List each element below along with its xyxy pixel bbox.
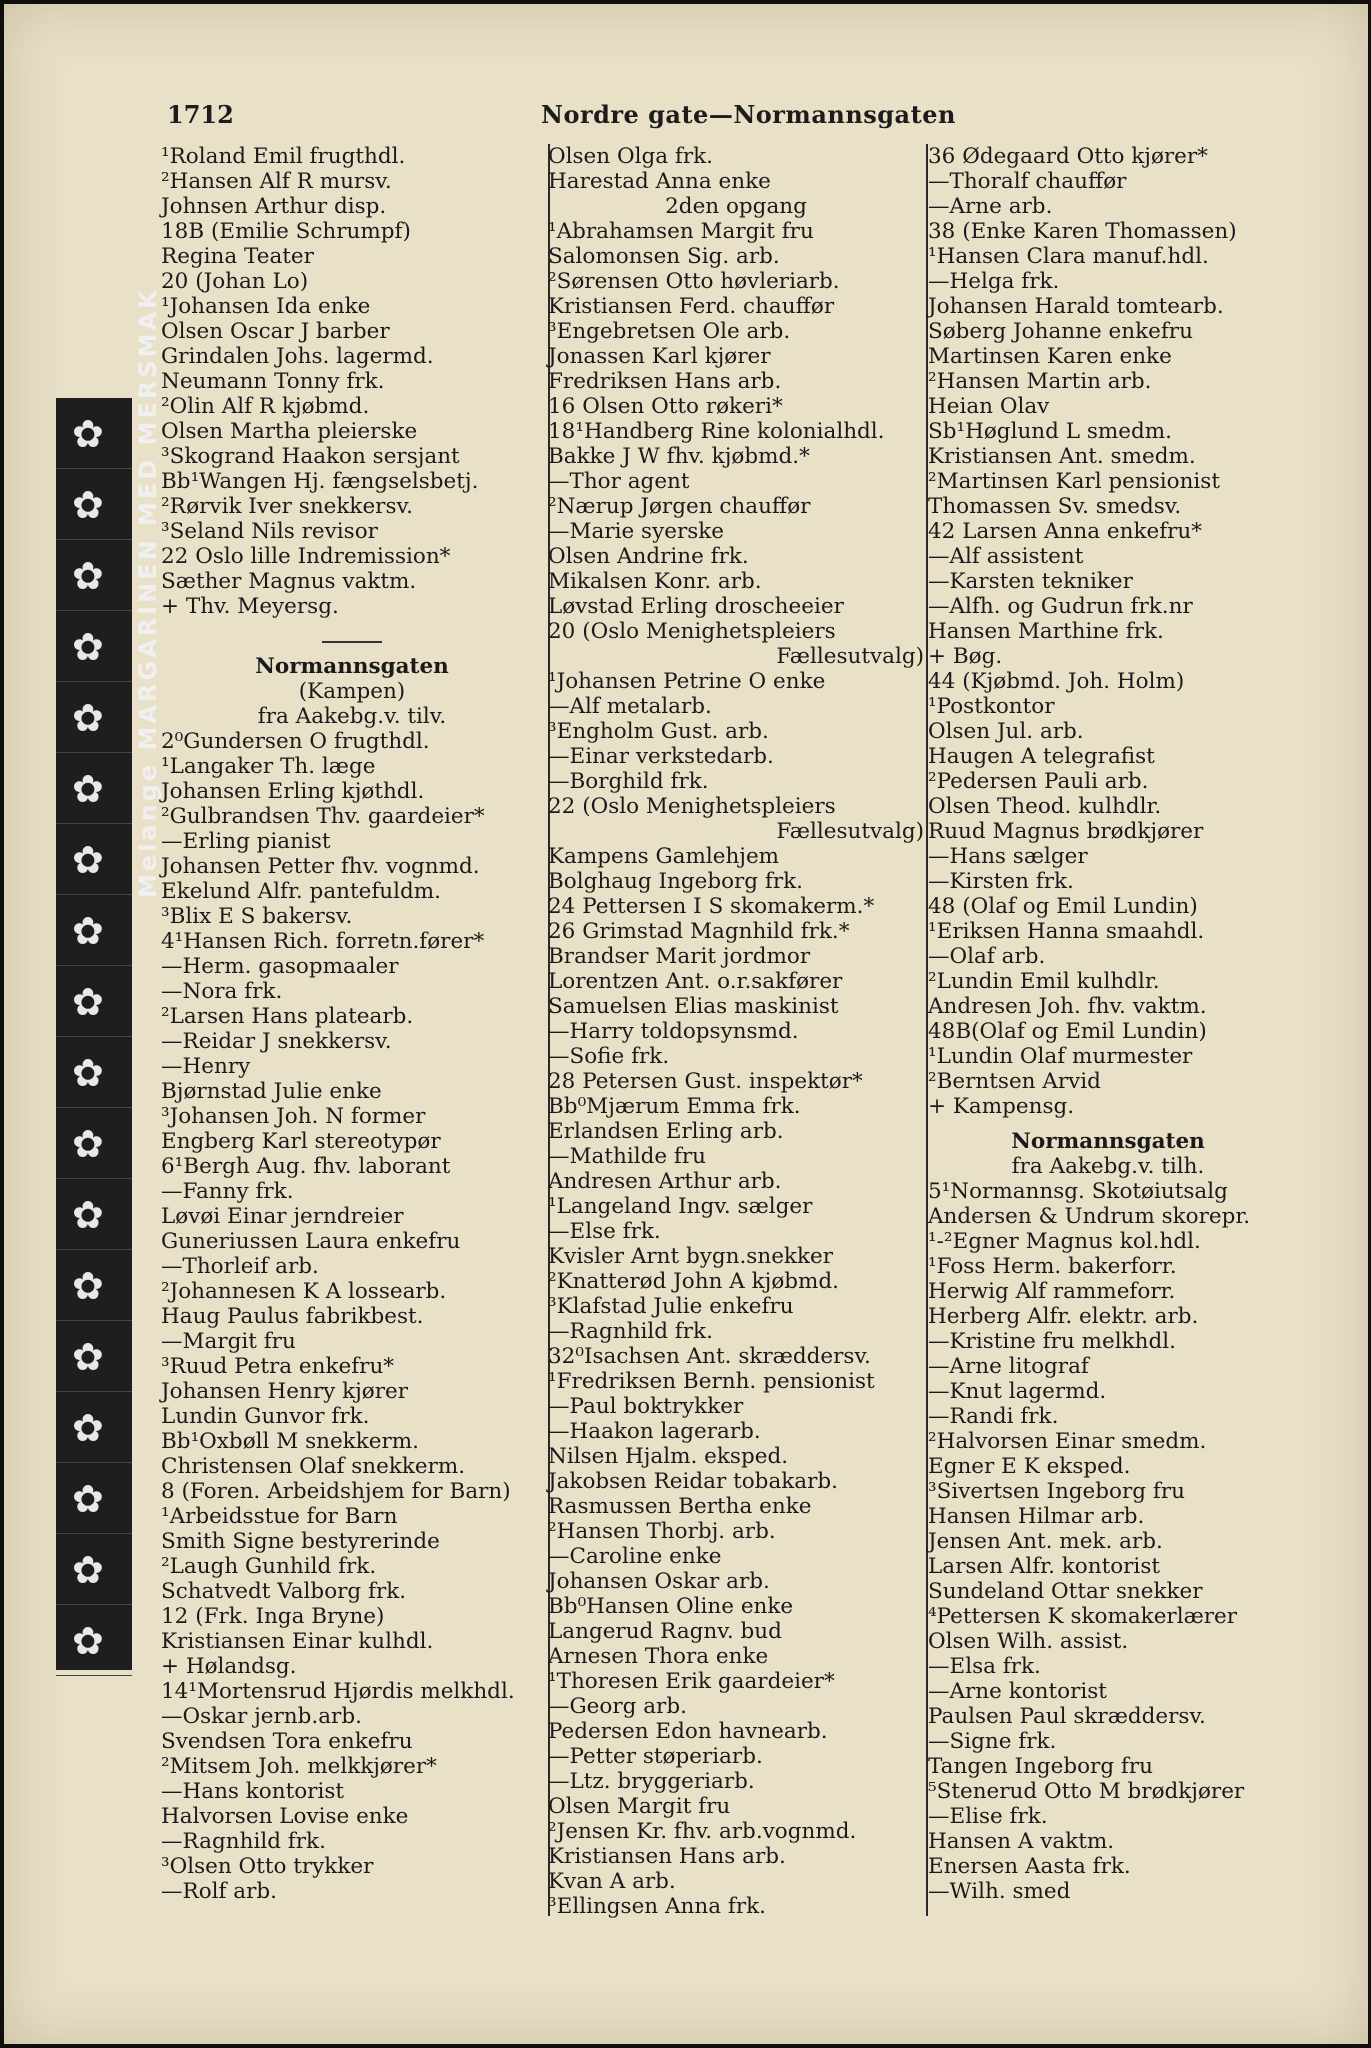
- directory-entry: 14¹Mortensrud Hjørdis melkhdl.: [161, 1679, 515, 1704]
- ad-tile: [56, 1534, 132, 1605]
- directory-entry: Neumann Tonny frk.: [161, 369, 385, 394]
- directory-entry: ¹Eriksen Hanna smaahdl.: [928, 919, 1205, 944]
- directory-entry: —Marie syerske: [548, 519, 725, 544]
- directory-entry: Heian Olav: [928, 394, 1050, 419]
- directory-entry: 32⁰Isachsen Ant. skræddersv.: [548, 1344, 871, 1369]
- directory-entry: fra Aakebg.v. tilv.: [257, 704, 447, 729]
- directory-entry: Salomonsen Sig. arb.: [548, 244, 780, 269]
- flower-icon: ✿: [72, 1477, 104, 1521]
- directory-entry: Hansen Hilmar arb.: [928, 1504, 1145, 1529]
- flower-icon: ✿: [72, 909, 104, 953]
- ad-tile: [56, 824, 132, 895]
- directory-entry: 4¹Hansen Rich. forretn.fører*: [161, 929, 485, 954]
- directory-entry: + Kampensg.: [928, 1094, 1075, 1119]
- directory-entry: 18¹Handberg Rine kolonialhdl.: [548, 419, 885, 444]
- directory-entry: —Hans kontorist: [161, 1779, 345, 1804]
- ad-tile: [56, 540, 132, 611]
- flower-icon: ✿: [72, 838, 104, 882]
- directory-entry: ²Berntsen Arvid: [928, 1069, 1101, 1094]
- directory-entry: ³Olsen Otto trykker: [161, 1854, 374, 1879]
- directory-entry: Regina Teater: [161, 244, 314, 269]
- directory-entry: ¹Fredriksen Bernh. pensionist: [548, 1369, 875, 1394]
- flower-icon: ✿: [72, 1335, 104, 1379]
- directory-entry: Arnesen Thora enke: [548, 1644, 769, 1669]
- ad-tile-strip: [56, 398, 132, 1676]
- directory-entry: ¹Johansen Petrine O enke: [548, 669, 826, 694]
- directory-entry: Lorentzen Ant. o.r.sakfører: [548, 969, 843, 994]
- directory-entry: Brandser Marit jordmor: [548, 944, 811, 969]
- directory-entry: Rasmussen Bertha enke: [548, 1494, 812, 1519]
- directory-entry: —Oskar jernb.arb.: [161, 1704, 362, 1729]
- directory-entry: Hansen Marthine frk.: [928, 619, 1164, 644]
- directory-entry: Harestad Anna enke: [548, 169, 771, 194]
- directory-entry: 48B(Olaf og Emil Lundin): [928, 1019, 1207, 1044]
- directory-entry: ¹Johansen Ida enke: [161, 294, 371, 319]
- directory-entry: Johnsen Arthur disp.: [161, 194, 387, 219]
- ad-tile: [56, 966, 132, 1037]
- flower-icon: ✿: [72, 625, 104, 669]
- directory-entry: ²Nærup Jørgen chauffør: [548, 494, 811, 519]
- ad-tile: [56, 753, 132, 824]
- directory-entry: Bolghaug Ingeborg frk.: [548, 869, 803, 894]
- ad-tile: [56, 895, 132, 966]
- directory-entry: Grindalen Johs. lagermd.: [161, 344, 434, 369]
- directory-entry: ³Seland Nils revisor: [161, 519, 378, 544]
- directory-entry: Olsen Andrine frk.: [548, 544, 749, 569]
- directory-entry: ¹-²Egner Magnus kol.hdl.: [928, 1229, 1201, 1254]
- directory-entry: ¹Arbeidsstue for Barn: [161, 1504, 398, 1529]
- directory-entry: ³Blix E S bakersv.: [161, 904, 353, 929]
- directory-entry: Olsen Margit fru: [548, 1794, 731, 1819]
- directory-entry: Kristiansen Ferd. chauffør: [548, 294, 835, 319]
- directory-entry: ²Hansen Alf R mursv.: [161, 169, 392, 194]
- directory-entry: —Harry toldopsynsmd.: [548, 1019, 799, 1044]
- directory-entry: —Hans sælger: [928, 844, 1088, 869]
- directory-entry: ²Halvorsen Einar smedm.: [928, 1429, 1207, 1454]
- flower-icon: ✿: [72, 554, 104, 598]
- directory-entry: —Arne litograf: [928, 1354, 1089, 1379]
- directory-entry: —Alf assistent: [928, 544, 1084, 569]
- directory-entry: —Rolf arb.: [161, 1879, 277, 1904]
- directory-entry: —Thoralf chauffør: [928, 169, 1127, 194]
- directory-entry: —Reidar J snekkersv.: [161, 1029, 392, 1054]
- directory-entry: —Caroline enke: [548, 1544, 722, 1569]
- directory-entry: ²Lundin Emil kulhdlr.: [928, 969, 1160, 994]
- directory-entry: ²Jensen Kr. fhv. arb.vognmd.: [548, 1819, 857, 1844]
- directory-entry: Andersen & Undrum skorepr.: [928, 1204, 1251, 1229]
- directory-entry: + Thv. Meyersg.: [161, 594, 339, 619]
- directory-entry: Johansen Petter fhv. vognmd.: [161, 854, 480, 879]
- directory-entry: ¹Abrahamsen Margit fru: [548, 219, 814, 244]
- directory-entry: ³Skogrand Haakon sersjant: [161, 444, 460, 469]
- ad-tile: [56, 611, 132, 682]
- directory-entry: Andresen Arthur arb.: [548, 1169, 782, 1194]
- spacer: [928, 1119, 1288, 1129]
- directory-entry: —Kristine fru melkhdl.: [928, 1329, 1176, 1354]
- directory-entry: ²Knatterød John A kjøbmd.: [548, 1269, 840, 1294]
- directory-entry: —Arne arb.: [928, 194, 1053, 219]
- directory-entry: ³Ellingsen Anna frk.: [548, 1894, 766, 1919]
- directory-entry: Kristiansen Einar kulhdl.: [161, 1629, 434, 1654]
- directory-entry: 36 Ødegaard Otto kjører*: [928, 144, 1208, 169]
- directory-entry: Haug Paulus fabrikbest.: [161, 1304, 424, 1329]
- directory-entry: Thomassen Sv. smedsv.: [928, 494, 1182, 519]
- spacer: [161, 619, 543, 629]
- directory-entry: 8 (Foren. Arbeidshjem for Barn): [161, 1479, 511, 1504]
- directory-entry: Normannsgaten: [1011, 1129, 1205, 1154]
- directory-entry: ³Engholm Gust. arb.: [548, 719, 769, 744]
- directory-entry: Olsen Olga frk.: [548, 144, 713, 169]
- directory-entry: Fællesutvalg): [776, 644, 924, 669]
- directory-entry: ²Rørvik Iver snekkersv.: [161, 494, 413, 519]
- directory-entry: Christensen Olaf snekkerm.: [161, 1454, 466, 1479]
- directory-entry: 26 Grimstad Magnhild frk.*: [548, 919, 850, 944]
- directory-entry: ³Johansen Joh. N former: [161, 1104, 426, 1129]
- directory-entry: —Elsa frk.: [928, 1654, 1041, 1679]
- directory-entry: —Helga frk.: [928, 269, 1060, 294]
- ad-tile: [56, 1108, 132, 1179]
- directory-column-1: [161, 144, 543, 1904]
- directory-entry: ¹Postkontor: [928, 694, 1055, 719]
- directory-entry: Andresen Joh. fhv. vaktm.: [928, 994, 1207, 1019]
- directory-entry: 12 (Frk. Inga Bryne): [161, 1604, 385, 1629]
- directory-entry: Johansen Erling kjøthdl.: [161, 779, 425, 804]
- directory-entry: —Else frk.: [548, 1219, 661, 1244]
- directory-entry: Pedersen Edon havnearb.: [548, 1719, 828, 1744]
- directory-entry: Kvisler Arnt bygn.snekker: [548, 1244, 833, 1269]
- directory-entry: 22 Oslo lille Indremission*: [161, 544, 451, 569]
- directory-entry: + Bøg.: [928, 644, 1003, 669]
- directory-entry: —Paul boktrykker: [548, 1394, 744, 1419]
- directory-entry: —Borghild frk.: [548, 769, 709, 794]
- directory-entry: —Herm. gasopmaaler: [161, 954, 399, 979]
- directory-entry: Johansen Henry kjører: [161, 1379, 409, 1404]
- flower-icon: ✿: [72, 980, 104, 1024]
- margarine-advertisement: [56, 287, 162, 1670]
- directory-entry: Haugen A telegrafist: [928, 744, 1155, 769]
- directory-entry: ³Sivertsen Ingeborg fru: [928, 1479, 1185, 1504]
- directory-entry: Schatvedt Valborg frk.: [161, 1579, 407, 1604]
- directory-entry: 2den opgang: [665, 194, 807, 219]
- directory-entry: —Ragnhild frk.: [161, 1829, 326, 1854]
- directory-entry: —Mathilde fru: [548, 1144, 706, 1169]
- directory-entry: ⁵Stenerud Otto M brødkjører: [928, 1779, 1245, 1804]
- directory-entry: 20 (Johan Lo): [161, 269, 309, 294]
- flower-icon: ✿: [72, 1619, 104, 1663]
- directory-entry: Fællesutvalg): [776, 819, 924, 844]
- directory-entry: ²Hansen Thorbj. arb.: [548, 1519, 776, 1544]
- directory-entry: —Einar verkstedarb.: [548, 744, 774, 769]
- directory-entry: Ekelund Alfr. pantefuldm.: [161, 879, 442, 904]
- directory-entry: 6¹Bergh Aug. fhv. laborant: [161, 1154, 451, 1179]
- directory-entry: Kampens Gamlehjem: [548, 844, 780, 869]
- flower-icon: ✿: [72, 767, 104, 811]
- directory-entry: Ruud Magnus brødkjører: [928, 819, 1204, 844]
- flower-icon: ✿: [72, 483, 104, 527]
- directory-entry: Larsen Alfr. kontorist: [928, 1554, 1160, 1579]
- directory-entry: —Georg arb.: [548, 1694, 687, 1719]
- directory-entry: Tangen Ingeborg fru: [928, 1754, 1153, 1779]
- directory-entry: Nilsen Hjalm. eksped.: [548, 1444, 789, 1469]
- directory-entry: —Ltz. bryggeriarb.: [548, 1769, 755, 1794]
- ad-tile: [56, 1605, 132, 1676]
- directory-entry: Sundeland Ottar snekker: [928, 1579, 1203, 1604]
- directory-entry: Olsen Martha pleierske: [161, 419, 418, 444]
- directory-entry: ¹Langeland Ingv. sælger: [548, 1194, 813, 1219]
- directory-entry: 28 Petersen Gust. inspektør*: [548, 1069, 863, 1094]
- directory-entry: Smith Signe bestyrerinde: [161, 1529, 440, 1554]
- directory-entry: Løvøi Einar jerndreier: [161, 1204, 404, 1229]
- directory-entry: Olsen Theod. kulhdlr.: [928, 794, 1162, 819]
- directory-entry: ²Martinsen Karl pensionist: [928, 469, 1220, 494]
- directory-entry: Svendsen Tora enkefru: [161, 1729, 413, 1754]
- directory-entry: ¹Thoresen Erik gaardeier*: [548, 1669, 835, 1694]
- directory-entry: Mikalsen Konr. arb.: [548, 569, 762, 594]
- directory-entry: fra Aakebg.v. tilh.: [1011, 1154, 1205, 1179]
- directory-entry: —Sofie frk.: [548, 1044, 670, 1069]
- directory-entry: —Olaf arb.: [928, 944, 1046, 969]
- directory-entry: —Petter støperiarb.: [548, 1744, 763, 1769]
- directory-entry: Bb⁰Hansen Oline enke: [548, 1594, 794, 1619]
- directory-entry: Løvstad Erling droscheeier: [548, 594, 844, 619]
- directory-entry: ²Olin Alf R kjøbmd.: [161, 394, 370, 419]
- directory-entry: ¹Roland Emil frugthdl.: [161, 144, 406, 169]
- directory-entry: ³Ruud Petra enkefru*: [161, 1354, 395, 1379]
- directory-entry: Kvan A arb.: [548, 1869, 676, 1894]
- directory-entry: Guneriussen Laura enkefru: [161, 1229, 461, 1254]
- directory-entry: —Henry: [161, 1054, 251, 1079]
- directory-entry: Langerud Ragnv. bud: [548, 1619, 782, 1644]
- directory-entry: ²Hansen Martin arb.: [928, 369, 1152, 394]
- flower-icon: ✿: [72, 1406, 104, 1450]
- directory-entry: 48 (Olaf og Emil Lundin): [928, 894, 1198, 919]
- ad-tile: [56, 1037, 132, 1108]
- directory-entry: —Margit fru: [161, 1329, 296, 1354]
- directory-entry: Kristiansen Hans arb.: [548, 1844, 786, 1869]
- directory-entry: Lundin Gunvor frk.: [161, 1404, 370, 1429]
- directory-entry: ³Engebretsen Ole arb.: [548, 319, 791, 344]
- directory-entry: Bjørnstad Julie enke: [161, 1079, 382, 1104]
- directory-column-2: [548, 144, 924, 1919]
- directory-entry: —Alfh. og Gudrun frk.nr: [928, 594, 1193, 619]
- directory-entry: Herberg Alfr. elektr. arb.: [928, 1304, 1199, 1329]
- page-number: 1712: [167, 100, 234, 129]
- directory-entry: Bb¹Oxbøll M snekkerm.: [161, 1429, 419, 1454]
- directory-entry: —Arne kontorist: [928, 1679, 1107, 1704]
- ad-tile: [56, 682, 132, 753]
- directory-entry: —Wilh. smed: [928, 1879, 1071, 1904]
- directory-entry: —Signe frk.: [928, 1729, 1057, 1754]
- directory-entry: 20 (Oslo Menighetspleiers: [548, 619, 836, 644]
- directory-entry: —Erling pianist: [161, 829, 331, 854]
- directory-entry: ⁴Pettersen K skomakerlærer: [928, 1604, 1238, 1629]
- directory-entry: Olsen Wilh. assist.: [928, 1629, 1129, 1654]
- directory-entry: Olsen Oscar J barber: [161, 319, 390, 344]
- directory-entry: Bb⁰Mjærum Emma frk.: [548, 1094, 801, 1119]
- ad-tile: [56, 1463, 132, 1534]
- directory-entry: 44 (Kjøbmd. Joh. Holm): [928, 669, 1185, 694]
- directory-entry: Erlandsen Erling arb.: [548, 1119, 784, 1144]
- directory-entry: Johansen Harald tomtearb.: [928, 294, 1224, 319]
- directory-entry: Fredriksen Hans arb.: [548, 369, 782, 394]
- directory-page: [4, 4, 1368, 2044]
- section-rule: [161, 629, 543, 654]
- directory-entry: Bb¹Wangen Hj. fængselsbetj.: [161, 469, 479, 494]
- directory-entry: 5¹Normannsg. Skotøiutsalg: [928, 1179, 1228, 1204]
- ad-tile: [56, 1179, 132, 1250]
- ad-tile: [56, 469, 132, 540]
- directory-entry: Jakobsen Reidar tobakarb.: [548, 1469, 838, 1494]
- directory-entry: —Randi frk.: [928, 1404, 1059, 1429]
- directory-entry: Martinsen Karen enke: [928, 344, 1172, 369]
- directory-entry: ¹Lundin Olaf murmester: [928, 1044, 1193, 1069]
- directory-entry: ²Pedersen Pauli arb.: [928, 769, 1149, 794]
- directory-entry: Normannsgaten: [255, 654, 449, 679]
- directory-entry: ²Gulbrandsen Thv. gaardeier*: [161, 804, 485, 829]
- page-title: Nordre gate—Normannsgaten: [541, 100, 956, 129]
- directory-entry: Enersen Aasta frk.: [928, 1854, 1131, 1879]
- directory-entry: Samuelsen Elias maskinist: [548, 994, 839, 1019]
- directory-entry: —Haakon lagerarb.: [548, 1419, 761, 1444]
- flower-icon: ✿: [72, 1264, 104, 1308]
- directory-entry: 16 Olsen Otto røkeri*: [548, 394, 783, 419]
- directory-entry: —Ragnhild frk.: [548, 1319, 713, 1344]
- directory-entry: —Knut lagermd.: [928, 1379, 1107, 1404]
- ad-tile: [56, 1321, 132, 1392]
- directory-entry: —Kirsten frk.: [928, 869, 1074, 894]
- directory-entry: —Nora frk.: [161, 979, 283, 1004]
- ad-tile: [56, 398, 132, 469]
- flower-icon: ✿: [72, 696, 104, 740]
- directory-entry: Egner E K eksped.: [928, 1454, 1131, 1479]
- directory-entry: Olsen Jul. arb.: [928, 719, 1084, 744]
- directory-entry: —Elise frk.: [928, 1804, 1048, 1829]
- directory-entry: ³Klafstad Julie enkefru: [548, 1294, 794, 1319]
- directory-entry: 38 (Enke Karen Thomassen): [928, 219, 1237, 244]
- directory-entry: Bakke J W fhv. kjøbmd.*: [548, 444, 810, 469]
- ad-brand: Melange: [134, 761, 162, 898]
- directory-entry: ¹Hansen Clara manuf.hdl.: [928, 244, 1209, 269]
- directory-entry: —Thor agent: [548, 469, 690, 494]
- directory-entry: ¹Langaker Th. læge: [161, 754, 376, 779]
- directory-entry: ²Larsen Hans platearb.: [161, 1004, 414, 1029]
- directory-entry: Søberg Johanne enkefru: [928, 319, 1193, 344]
- directory-entry: 22 (Oslo Menighetspleiers: [548, 794, 836, 819]
- directory-entry: Johansen Oskar arb.: [548, 1569, 770, 1594]
- directory-entry: (Kampen): [298, 679, 406, 704]
- directory-entry: Jensen Ant. mek. arb.: [928, 1529, 1163, 1554]
- directory-entry: Jonassen Karl kjører: [548, 344, 771, 369]
- directory-entry: 18B (Emilie Schrumpf): [161, 219, 411, 244]
- directory-entry: —Thorleif arb.: [161, 1254, 319, 1279]
- flower-icon: ✿: [72, 412, 104, 456]
- directory-entry: Hansen A vaktm.: [928, 1829, 1115, 1854]
- directory-entry: 24 Pettersen I S skomakerm.*: [548, 894, 875, 919]
- directory-entry: ²Laugh Gunhild frk.: [161, 1554, 377, 1579]
- directory-entry: ²Johannesen K A lossearb.: [161, 1279, 447, 1304]
- ad-tile: [56, 1250, 132, 1321]
- directory-entry: 42 Larsen Anna enkefru*: [928, 519, 1203, 544]
- directory-entry: Sæther Magnus vaktm.: [161, 569, 417, 594]
- ad-slogan-text: MARGARINEN MED MERSMAK: [134, 287, 162, 751]
- directory-entry: + Hølandsg.: [161, 1654, 297, 1679]
- flower-icon: ✿: [72, 1548, 104, 1592]
- directory-entry: —Fanny frk.: [161, 1179, 294, 1204]
- directory-entry: ²Sørensen Otto høvleriarb.: [548, 269, 840, 294]
- directory-entry: —Alf metalarb.: [548, 694, 712, 719]
- flower-icon: ✿: [72, 1051, 104, 1095]
- directory-entry: Halvorsen Lovise enke: [161, 1804, 409, 1829]
- directory-entry: 2⁰Gundersen O frugthdl.: [161, 729, 430, 754]
- directory-entry: Herwig Alf rammeforr.: [928, 1279, 1176, 1304]
- directory-entry: Engberg Karl stereotypør: [161, 1129, 441, 1154]
- flower-icon: ✿: [72, 1193, 104, 1237]
- directory-entry: ¹Foss Herm. bakerforr.: [928, 1254, 1177, 1279]
- flower-icon: ✿: [72, 1122, 104, 1166]
- directory-entry: Kristiansen Ant. smedm.: [928, 444, 1196, 469]
- directory-entry: —Karsten tekniker: [928, 569, 1133, 594]
- directory-column-3: [928, 144, 1288, 1904]
- directory-entry: ²Mitsem Joh. melkkjører*: [161, 1754, 437, 1779]
- ad-tile: [56, 1392, 132, 1463]
- directory-entry: Paulsen Paul skræddersv.: [928, 1704, 1206, 1729]
- directory-entry: Sb¹Høglund L smedm.: [928, 419, 1172, 444]
